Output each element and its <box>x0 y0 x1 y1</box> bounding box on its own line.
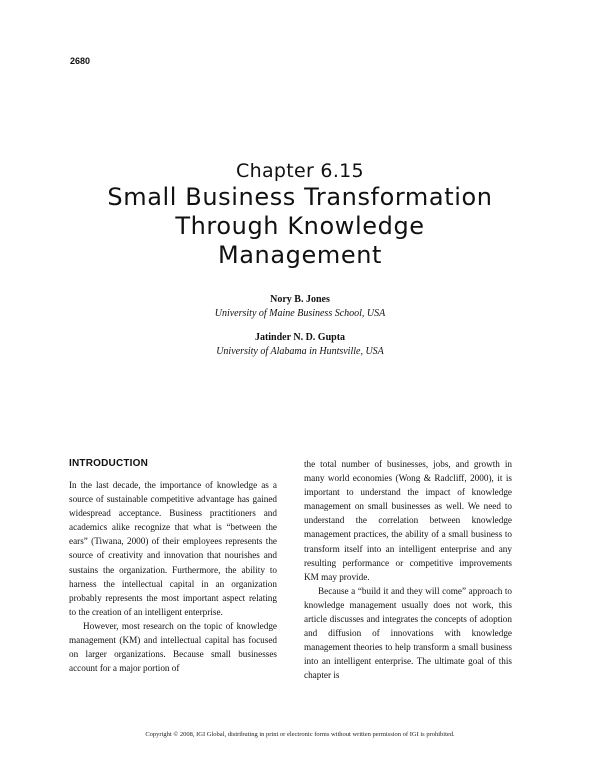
author-affiliation: University of Alabama in Huntsville, USA <box>216 346 384 357</box>
page-number: 2680 <box>70 56 91 66</box>
author-affiliation: University of Maine Business School, USA <box>214 308 386 319</box>
chapter-label: Chapter 6.15 <box>236 160 364 182</box>
author-block <box>0 293 600 321</box>
chapter-title <box>60 183 540 270</box>
right-column <box>304 457 512 683</box>
paragraph: However, most research on the topic of knowledge management (KM) and intellectual capital has focused on larger organizations. Because small businesses account for a major portion of <box>69 620 277 674</box>
paragraph: Because a “build it and they will come” approach to knowledge management usually does not work, this article discusses and integrates the concepts of adoption and diffusion of innovations with knowledge management theories to help transform a small business into an intelligent enterprise. The ultimate goal of this chapter is <box>304 585 512 681</box>
paragraph: In the last decade, the importance of knowledge as a source of sustainable competitive advantage has gained widespread acceptance. Business practitioners and academics alike recognize that what is “between the ears” (Tiwana, 2000) of their employees represents the source of creativity and innovation that nourishes and sustains the organization. Furthermore, the ability to harness the intellectual capital in an organization probably represents the most important aspect relating to the creation of an intelligent enterprise. <box>69 480 277 617</box>
author-name: Jatinder N. D. Gupta <box>254 332 346 343</box>
title-line: Management <box>217 241 383 269</box>
paragraph: the total number of businesses, jobs, and growth in many world economies (Wong & Radcliff, 2000), it is important to understand the impact of knowledge management on small businesses as well. We need to understand the correlation between knowledge management practices, the ability of a small business to transform itself into an intelligent enterprise and any resulting performance or competitive improvements KM may provide. <box>304 459 512 582</box>
author-block <box>0 331 600 359</box>
section-heading: INTRODUCTION <box>69 458 149 469</box>
copyright-notice: Copyright © 2008, IGI Global, distributing in print or electronic forms without written permission of IGI is prohibited. <box>145 731 455 738</box>
title-line: Through Knowledge <box>175 212 425 240</box>
author-name: Nory B. Jones <box>270 294 330 305</box>
title-line: Small Business Transformation <box>107 183 493 211</box>
left-column <box>69 478 277 675</box>
